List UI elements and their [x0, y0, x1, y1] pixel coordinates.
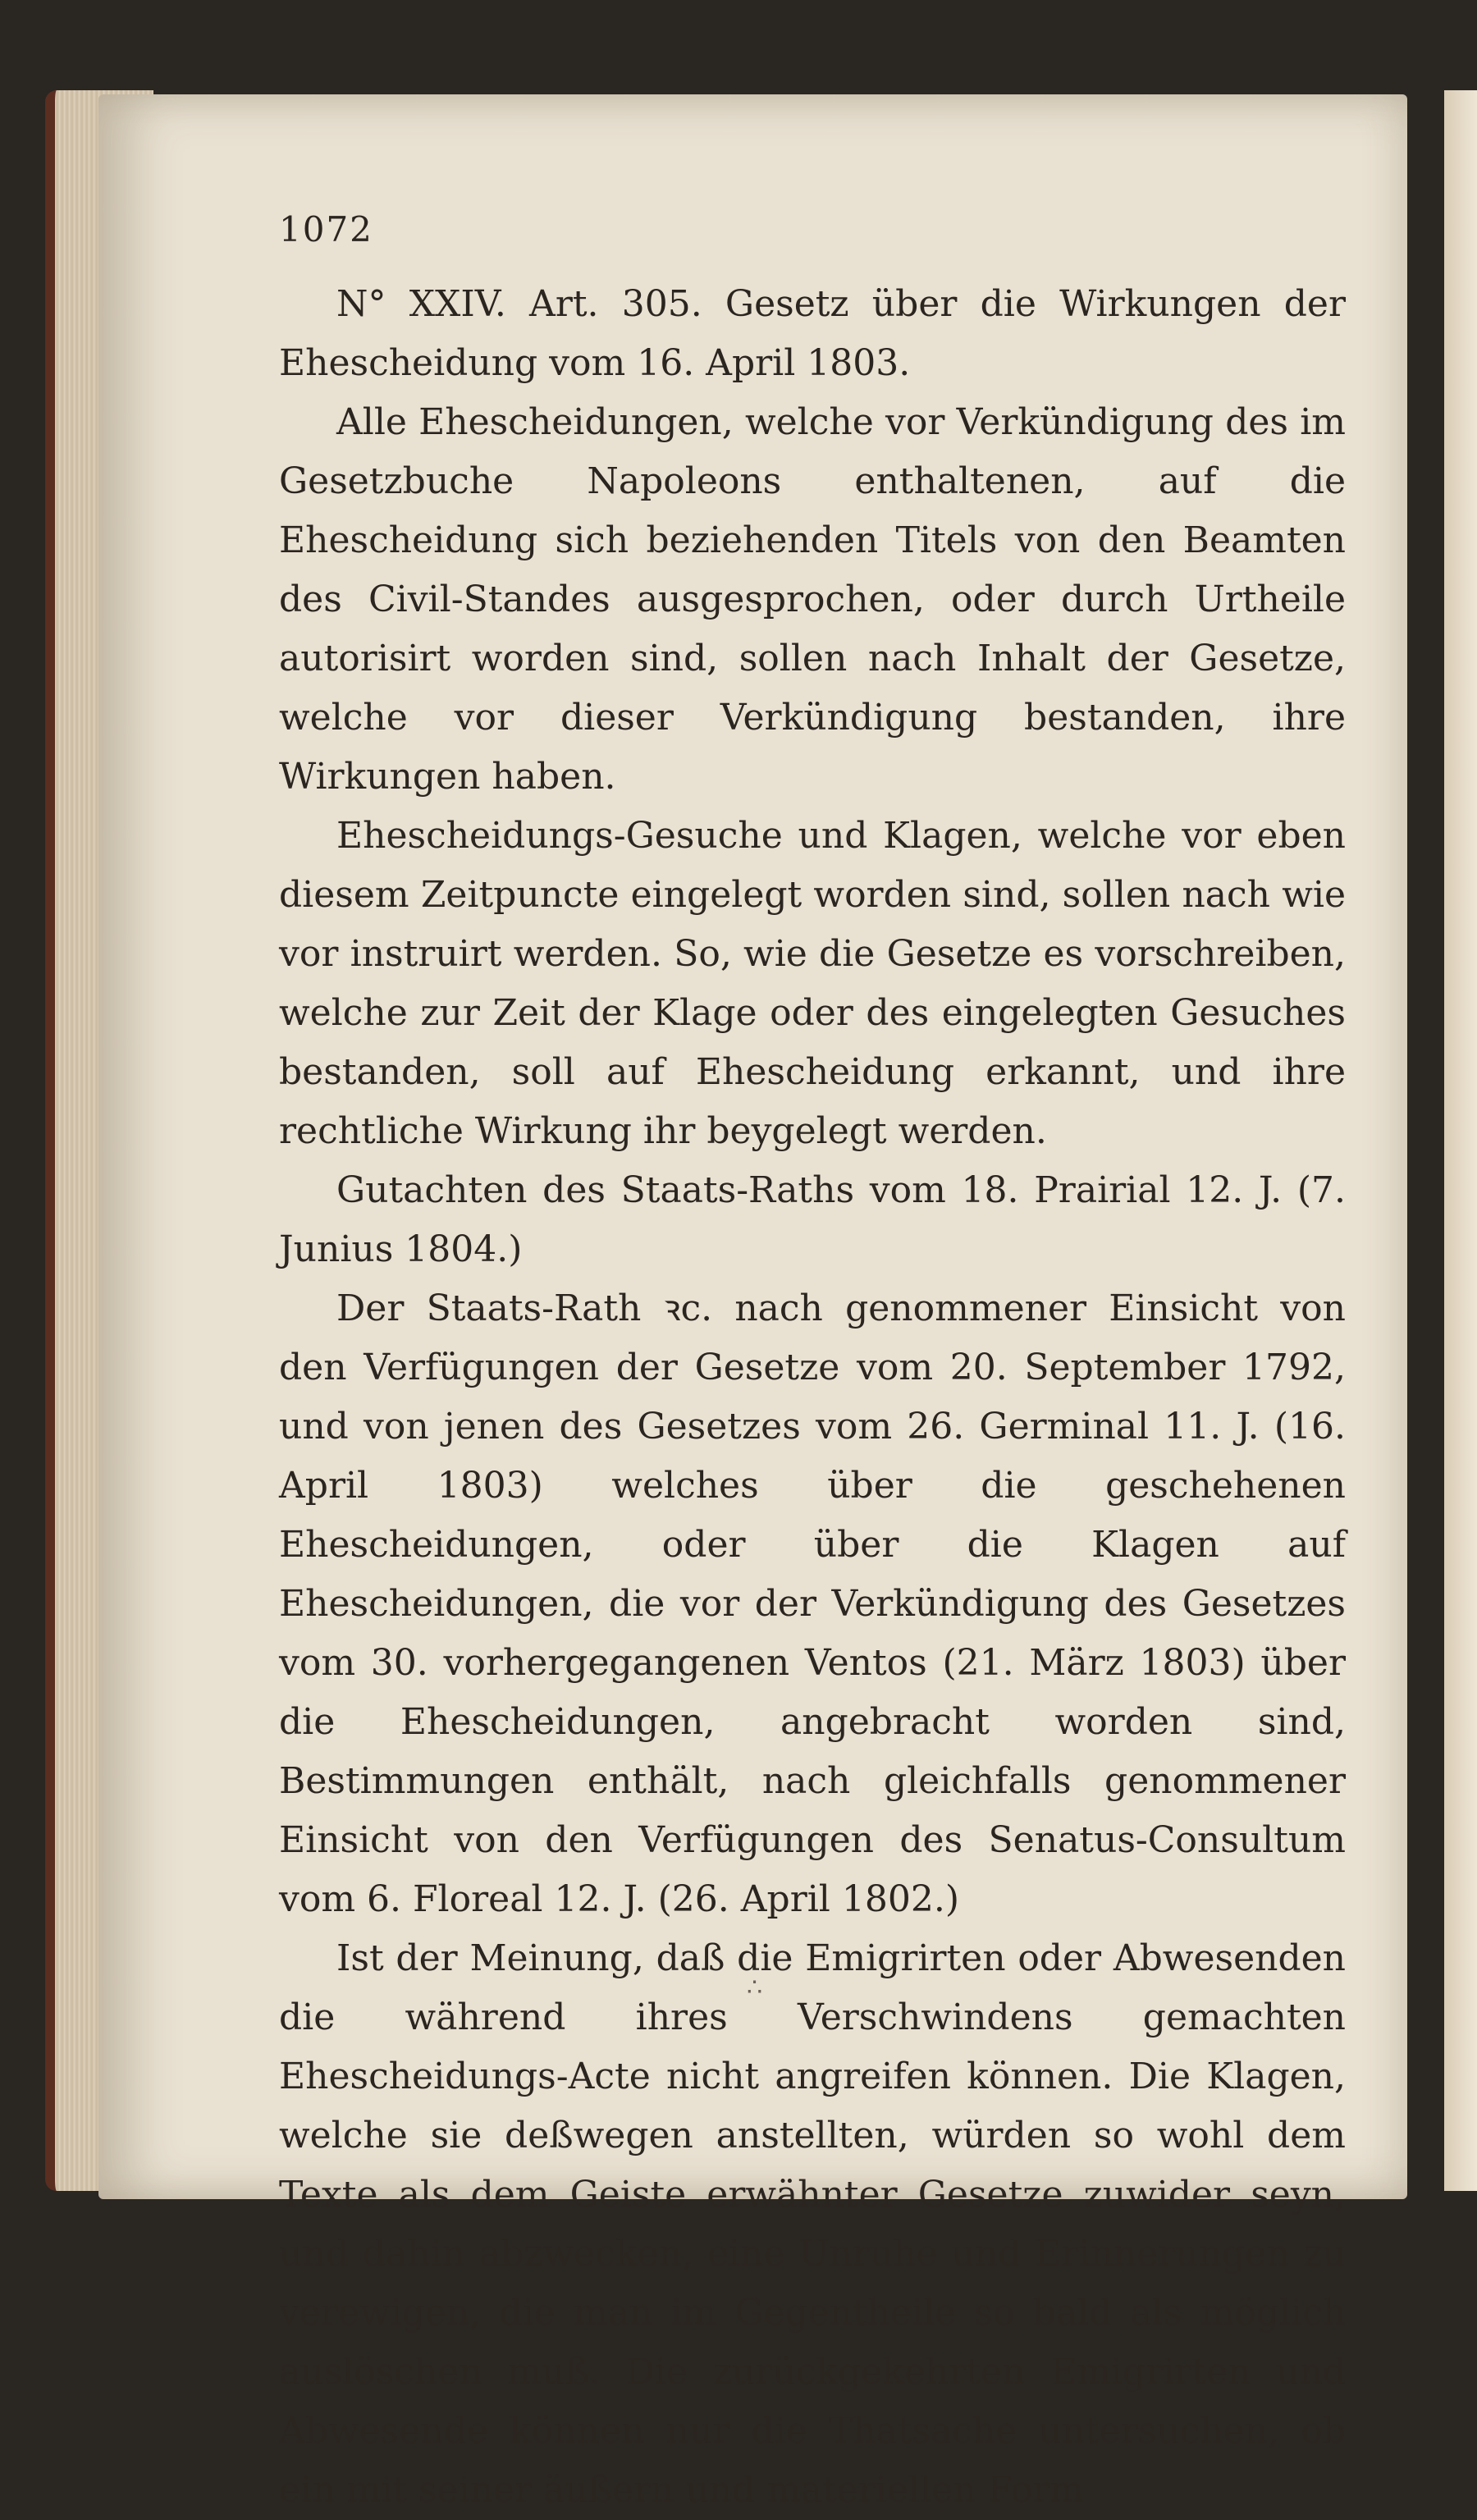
page-number: 1072: [279, 209, 373, 249]
section-heading: N° XXIV. Art. 305. Gesetz über die Wirkungen der Ehescheidung vom 16. April 1803.: [279, 283, 1346, 384]
page-text: [279, 275, 1346, 2520]
paragraph: Der Staats-Rath ꝛc. nach genommener Einsicht von den Verfügungen der Gesetze vom 20. September 1792, und von jenen des Gesetzes vom 26. Germinal 11. J. (16. April 1803) welches über die geschehenen Ehescheidungen, oder über die Klagen auf Ehescheidungen, die vor der Verkündigung des Gesetzes vom 30. vorhergegangenen Ventos (21. März 1803) über die Ehescheidungen, angebracht worden sind, Bestimmungen enthält, nach gleichfalls genommener Einsicht von den Verfügungen des Senatus-Consultum vom 6. Floreal 12. J. (26. April 1802.): [279, 1287, 1346, 1920]
signature-mark: ∴: [747, 1973, 763, 2002]
section-heading: Gutachten des Staats-Raths vom 18. Prairial 12. J. (7. Junius 1804.): [279, 1169, 1346, 1270]
paragraph: Alle Ehescheidungen, welche vor Verkündigung des im Gesetzbuche Napoleons enthaltenen, auf die Ehescheidung sich beziehenden Titels von den Beamten des Civil-Standes ausgesprochen, oder durch Urtheile autorisirt worden sind, sollen nach Inhalt der Gesetze, welche vor dieser Verkündigung bestanden, ihre Wirkungen haben.: [279, 401, 1346, 798]
paragraph: Ist der Meinung, daß die Emigrirten oder Abwesenden die während ihres Verschwindens gemachten Ehescheidungs-Acte nicht angreifen können. Die Klagen, welche sie deßwegen anstellten, würden so wohl dem Texte als dem Geiste erwähnter Gesetze zuwider seyn, und dahin abzwecken, eine Unruhe und Erinnerungen zu verewigen, die man im Gegentheile so bald als möglich auslöschen muß. Die zurückgekehrten Emigrirten und Abwesende können nur die Thatsache untersuchen, ob ein mit seiner äußern und materiellen Form: [279, 1937, 1346, 2511]
book-page: [98, 94, 1407, 2511]
paragraph: Ehescheidungs-Gesuche und Klagen, welche vor eben diesem Zeitpuncte eingelegt worden sind, sollen nach wie vor instruirt werden. So, wie die Gesetze es vorschreiben, welche zur Zeit der Klage oder des eingelegten Gesuches bestanden, soll auf Ehescheidung erkannt, und ihre rechtliche Wirkung ihr beygelegt werden.: [279, 815, 1346, 1152]
next-page-edge: [1444, 90, 1477, 2191]
